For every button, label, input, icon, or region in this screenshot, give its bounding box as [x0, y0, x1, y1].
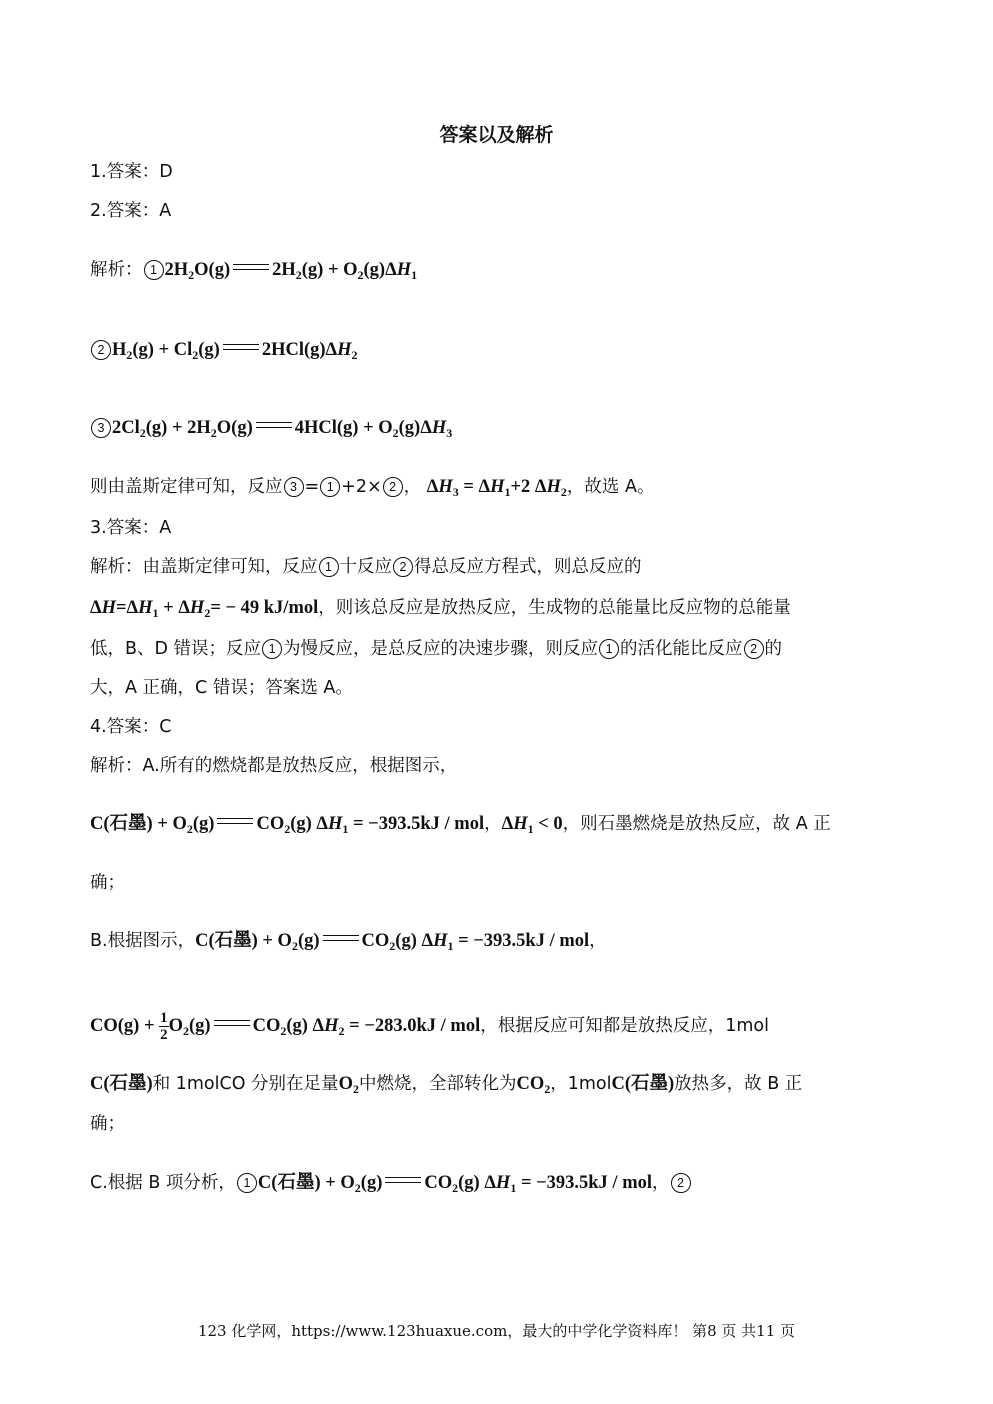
circled-number: 2 — [383, 477, 403, 497]
equation: $\Delta H_3 = \Delta H_1+2$ $\Delta H_2$ — [426, 477, 567, 499]
circled-number: 1 — [320, 477, 340, 497]
q3-line-4: 大，A 正确，C 错误；答案选 A。 — [90, 678, 353, 698]
equation: $\Delta H=\Delta H_1 + \Delta H_2= - 49$ kJ/mol — [90, 598, 319, 620]
q2-equation-3 — [90, 416, 452, 440]
circled-number: 1 — [144, 260, 164, 280]
equation: $O_2$ — [338, 1074, 359, 1096]
q2-equation-2 — [90, 338, 358, 362]
jiexi-label: 解析： — [90, 260, 143, 280]
answer-4: 4.答案：C — [90, 717, 172, 737]
q4-B-line-1: B.根据图示，C(石墨) + $O_2(g)$ $CO_2(g) \Delta H_1 = -393.5kJ$ / mol， — [90, 931, 607, 953]
answer-2: 2.答案：A — [90, 201, 172, 221]
circled-number: 2 — [744, 639, 764, 659]
q4-B-line-3: C(石墨)和 1molCO 分别在足量$O_2$中燃烧，全部转化为$CO_2$，1molC(石墨)放热多，故 B 正 — [90, 1074, 803, 1096]
equation: $CO_2$ — [516, 1074, 551, 1096]
answer-3: 3.答案：A — [90, 518, 172, 538]
circled-number: 3 — [284, 477, 304, 497]
q3-line-1: 解析：由盖斯定律可知，反应 1 十反应 2 得总反应方程式，则总反应的 — [90, 557, 642, 577]
equation: $\Delta H_1 < 0$ — [501, 814, 563, 836]
circled-number: 2 — [393, 557, 413, 577]
page-footer: 123 化学网，https://www.123huaxue.com，最大的中学化学资料库！ 第8 页 共11 页 — [197, 1322, 796, 1340]
q4-line-3: 确； — [90, 873, 125, 893]
equation: C(石墨) + $O_2(g)$ $CO_2(g) \Delta H_1 = -393.5kJ$ / mol — [195, 931, 590, 953]
equation: $H_2(g) + Cl_2(g)$ $2HCl(g)\Delta H_2$ — [112, 340, 358, 362]
q2-equation-1 — [90, 258, 417, 282]
q4-C-line-1: C.根据 B 项分析， 1 C(石墨) + $O_2(g)$ $CO_2(g) \Delta H_1 = -393.5kJ$ / mol， 2 — [90, 1171, 692, 1195]
circled-number: 1 — [319, 557, 339, 577]
equation: $2H_2O(g) 2H_2(g) + O_2(g)\Delta H_1$ — [164, 260, 418, 282]
equation: C(石墨) + $O_2(g)$ $CO_2(g) \Delta H_1 = -393.5kJ$ / mol — [257, 1173, 653, 1195]
equation: $2Cl_2(g) + 2H_2O(g) 4HCl(g) + O_2(g)\Delta H_3$ — [112, 418, 453, 440]
q2-conclusion: 则由盖斯定律可知，反应 3 = 1 +2× 2 ， $\Delta H_3 = \Delta H_1+2$ $\Delta H_2$，故选 A。 — [90, 477, 655, 499]
answer-1: 1.答案：D — [90, 162, 173, 182]
circled-number: 3 — [91, 418, 111, 438]
equation: CO(g) + $\frac{1}{2}$ $O_2(g)$ $CO_2(g) \Delta H_2 = -283.0kJ$ / mol — [90, 1010, 481, 1043]
page-title: 答案以及解析 — [439, 124, 554, 146]
circled-number: 2 — [91, 340, 111, 360]
q4-line-2: C(石墨) + $O_2(g)$ $CO_2(g) \Delta H_1 = -393.5kJ$ / mol，$\Delta H_1 < 0$，则石墨燃烧是放热反应，故 A 正 — [90, 814, 831, 836]
q3-line-3: 低，B、D 错误；反应 1 为慢反应，是总反应的决速步骤，则反应 1 的活化能比反应 2 的 — [90, 639, 783, 659]
q4-B-line-2: CO(g) + $\frac{1}{2}$ $O_2(g)$ $CO_2(g) \Delta H_2 = -283.0kJ$ / mol，根据反应可知都是放热反应，1mol — [90, 1010, 769, 1043]
q4-line-1: 解析：A.所有的燃烧都是放热反应，根据图示， — [90, 756, 458, 776]
circled-number: 2 — [671, 1173, 691, 1193]
circled-number: 1 — [262, 639, 282, 659]
q3-line-2: $\Delta H=\Delta H_1 + \Delta H_2= - 49$ kJ/mol，则该总反应是放热反应，生成物的总能量比反应物的总能量 — [90, 598, 791, 620]
q4-B-line-4: 确； — [90, 1114, 125, 1134]
circled-number: 1 — [599, 639, 619, 659]
circled-number: 1 — [237, 1173, 257, 1193]
equation: C(石墨) + $O_2(g)$ $CO_2(g) \Delta H_1 = -393.5kJ$ / mol — [90, 814, 485, 836]
